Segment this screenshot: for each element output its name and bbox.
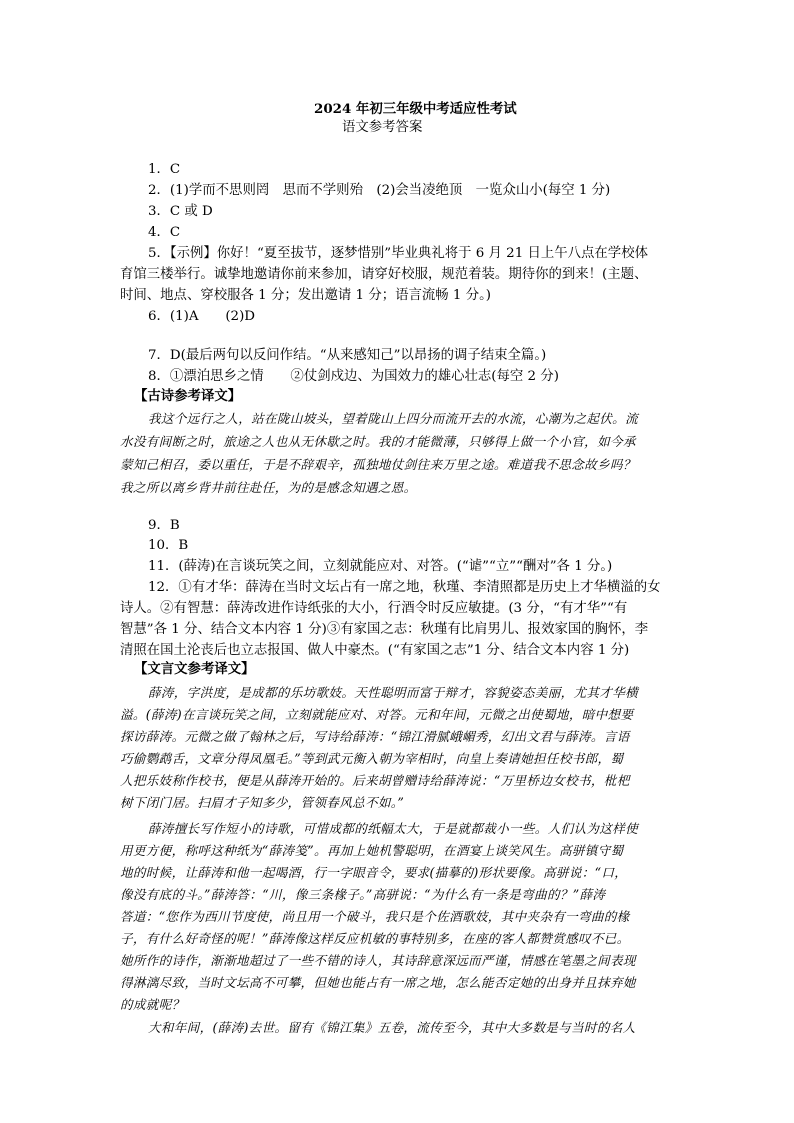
classical-line-10: 像没有底的斗。”薛涛答：“川，像三条椽子。”高骈说：“为什么有一条是弯曲的？”薛涛 bbox=[120, 887, 606, 902]
poem-translation-header: 【古诗参考译文】 bbox=[134, 389, 242, 404]
classical-line-11: 答道：“您作为西川节度使，尚且用一个破斗，我只是个佐酒歌妓，其中夹杂有一弯曲的椽 bbox=[120, 909, 630, 924]
page-subtitle: 语文参考答案 bbox=[342, 120, 423, 135]
classical-line-15: 的成就呢？ bbox=[120, 997, 185, 1012]
classical-line-5: 人把乐妓称作校书，便是从薛涛开始的。后来胡曾赠诗给薛涛说：“万里桥边女校书，枇杷 bbox=[120, 773, 630, 788]
answer-11: 11．(薛涛)在言谈玩笑之间，立刻就能应对、对答。(“谑”“立”“酬对”各 1 分。) bbox=[148, 559, 613, 574]
classical-line-2: 溢。(薛涛)在言谈玩笑之间，立刻就能应对、对答。元和年间，元微之出使蜀地，暗中想要 bbox=[120, 707, 634, 722]
answer-5-line-2: 育馆三楼举行。诚挚地邀请你前来参加，请穿好校服，规范着装。期待你的到来！(主题、 bbox=[120, 267, 648, 282]
classical-line-6: 树下闭门居。扫眉才子知多少，管领春风总不如。” bbox=[120, 795, 405, 810]
classical-line-16: 大和年间，(薛涛)去世。留有《锦江集》五卷，流传至今，其中大多数是与当时的名人 bbox=[148, 1020, 636, 1035]
answer-6: 6．(1)A (2)D bbox=[148, 309, 256, 324]
poem-line-2: 水没有间断之时，旅途之人也从无休歇之时。我的才能微薄，只够得上做一个小官，如今承 bbox=[120, 434, 636, 449]
answer-1: 1．C bbox=[148, 162, 181, 177]
classical-line-12: 子，有什么好奇怪的呢！”薛涛像这样反应机敏的事特别多，在座的客人都赞赏感叹不已。 bbox=[120, 931, 630, 946]
classical-line-14: 得淋漓尽致，当时文坛高不可攀，但她也能占有一席之地，怎么能否定她的出身并且抹弃她 bbox=[120, 975, 636, 990]
poem-line-1: 我这个远行之人，站在陇山坡头，望着陇山上四分而流开去的水流，心潮为之起伏。流 bbox=[148, 411, 638, 426]
page-title: 2024 年初三年级中考适应性考试 bbox=[314, 101, 517, 117]
poem-line-3: 蒙知己相召，委以重任，于是不辞艰辛，孤独地仗剑往来万里之途。难道我不思念故乡吗？ bbox=[120, 457, 636, 472]
answer-12-line-1: 12．①有才华：薛涛在当时文坛占有一席之地，秋瑾、李清照都是历史上才华横溢的女 bbox=[148, 580, 661, 595]
classical-line-3: 探访薛涛。元微之做了翰林之后，写诗给薛涛：“锦江滑腻峨嵋秀，幻出文君与薛涛。言语 bbox=[120, 729, 630, 744]
answer-12-line-3: 智慧”各 1 分、结合文本内容 1 分)③有家国之志：秋瑾有比肩男儿、报效家国的胸怀，李 bbox=[120, 622, 649, 637]
answer-10: 10．B bbox=[148, 538, 189, 553]
classical-line-9: 地的时候，让薛涛和他一起喝酒，行一字眼音令，要求(描摹的)形状要像。高骈说：“口， bbox=[120, 865, 628, 880]
answer-2: 2．(1)学而不思则罔 思而不学则殆 (2)会当凌绝顶 一览众山小(每空 1 分) bbox=[148, 183, 611, 198]
classical-line-1: 薛涛，字洪度，是成都的乐坊歌妓。天性聪明而富于辩才，容貌姿态美丽，尤其才华横 bbox=[148, 685, 638, 700]
answer-8: 8．①漂泊思乡之情 ②仗剑戍边、为国效力的雄心壮志(每空 2 分) bbox=[148, 369, 559, 384]
classical-line-7: 薛涛擅长写作短小的诗歌，可惜成都的纸幅太大，于是就都裁小一些。人们认为这样使 bbox=[148, 821, 638, 836]
answer-5-line-3: 时间、地点、穿校服各 1 分；发出邀请 1 分；语言流畅 1 分。) bbox=[120, 288, 491, 303]
answer-9: 9．B bbox=[148, 518, 180, 533]
answer-12-line-2: 诗人。②有智慧：薛涛改进作诗纸张的大小，行酒令时反应敏捷。(3 分，“有才华”“有 bbox=[120, 601, 628, 616]
answer-7: 7．D(最后两句以反问作结。“从来感知己”以昂扬的调子结束全篇。) bbox=[148, 348, 547, 363]
classical-line-13: 她所作的诗作，渐渐地超过了一些不错的诗人，其诗辞意深远而严谨，情感在笔墨之间表现 bbox=[120, 953, 636, 968]
classical-line-8: 用更方便，称呼这种纸为“薛涛笺”。再加上她机警聪明，在酒宴上谈笑风生。高骈镇守蜀 bbox=[120, 843, 624, 858]
poem-line-4: 我之所以离乡背井前往赴任，为的是感念知遇之恩。 bbox=[120, 480, 417, 495]
answer-5-line-1: 5．【示例】你好！“夏至拔节，逐梦惜别”毕业典礼将于 6 月 21 日上午八点在学校体 bbox=[148, 246, 648, 261]
answer-3: 3．C 或 D bbox=[148, 204, 213, 219]
classical-translation-header: 【文言文参考译文】 bbox=[134, 662, 255, 677]
classical-line-4: 巧偷鹦鹉舌，文章分得凤凰毛。”等到武元衡入朝为宰相时，向皇上奏请她担任校书郎，蜀 bbox=[120, 751, 624, 766]
answer-4: 4．C bbox=[148, 225, 181, 240]
answer-12-line-4: 清照在国土沦丧后也立志报国、做人中豪杰。(“有家国之志”1 分、结合文本内容 1 分) bbox=[120, 643, 630, 658]
